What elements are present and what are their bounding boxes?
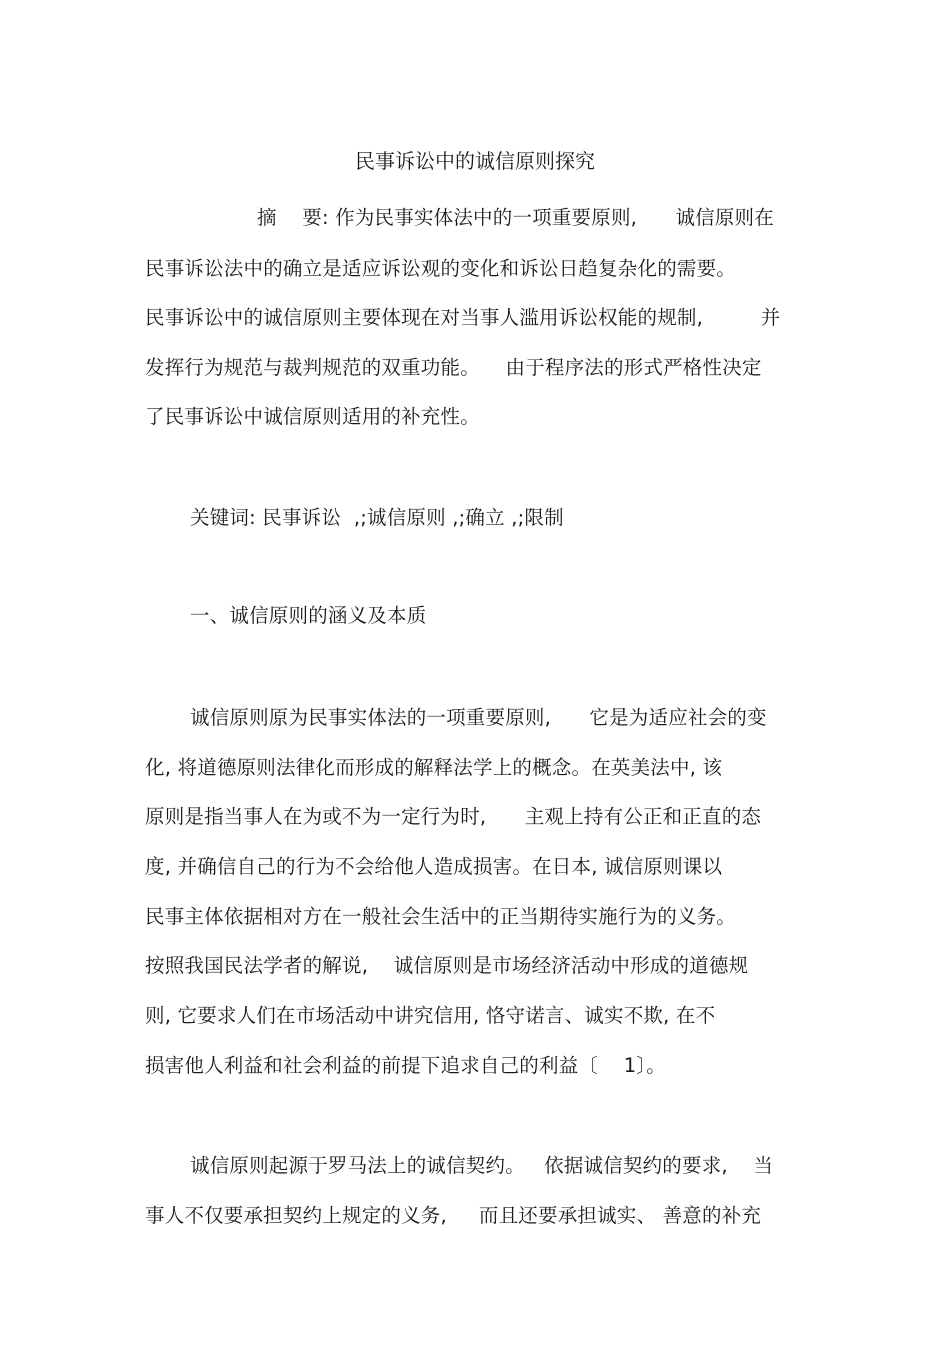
paragraph1-line-8: 损害他人利益和社会利益的前提下追求自己的利益〔 1〕。 [145, 1054, 666, 1077]
paragraph1-line-5: 民事主体依据相对方在一般社会生活中的正当期待实施行为的义务。 [145, 905, 737, 928]
paragraph1-line-2: 化, 将道德原则法律化而形成的解释法学上的概念。在英美法中, 该 [145, 756, 723, 779]
paragraph2-line-1: 诚信原则起源于罗马法上的诚信契约。 依据诚信契约的要求, 当 [190, 1154, 774, 1177]
keywords-line: 关键词: 民事诉讼 ,;诚信原则 ,;确立 ,;限制 [190, 506, 564, 529]
paragraph1-line-7: 则, 它要求人们在市场活动中讲究信用, 恪守诺言、诚实不欺, 在不 [145, 1004, 716, 1027]
abstract-line-1: 摘 要: 作为民事实体法中的一项重要原则, 诚信原则在 [257, 206, 774, 229]
paragraph1-line-3: 原则是指当事人在为或不为一定行为时, 主观上持有公正和正直的态 [145, 805, 762, 828]
section-heading: 一、诚信原则的涵义及本质 [190, 604, 427, 627]
abstract-line-2: 民事诉讼法中的确立是适应诉讼观的变化和诉讼日趋复杂化的需要。 [145, 257, 737, 280]
paragraph1-line-4: 度, 并确信自己的行为不会给他人造成损害。在日本, 诚信原则课以 [145, 855, 723, 878]
paragraph1-line-1: 诚信原则原为民事实体法的一项重要原则, 它是为适应社会的变 [190, 706, 767, 729]
abstract-line-5: 了民事诉讼中诚信原则适用的补充性。 [145, 405, 480, 428]
abstract-line-3: 民事诉讼中的诚信原则主要体现在对当事人滥用诉讼权能的规制, 并 [145, 306, 781, 329]
paragraph2-line-2: 事人不仅要承担契约上规定的义务, 而且还要承担诚实、 善意的补充 [145, 1204, 762, 1227]
abstract-line-4: 发挥行为规范与裁判规范的双重功能。 由于程序法的形式严格性决定 [145, 356, 762, 379]
paragraph1-line-6: 按照我国民法学者的解说, 诚信原则是市场经济活动中形成的道德规 [145, 954, 749, 977]
document-title: 民事诉讼中的诚信原则探究 [355, 149, 595, 173]
